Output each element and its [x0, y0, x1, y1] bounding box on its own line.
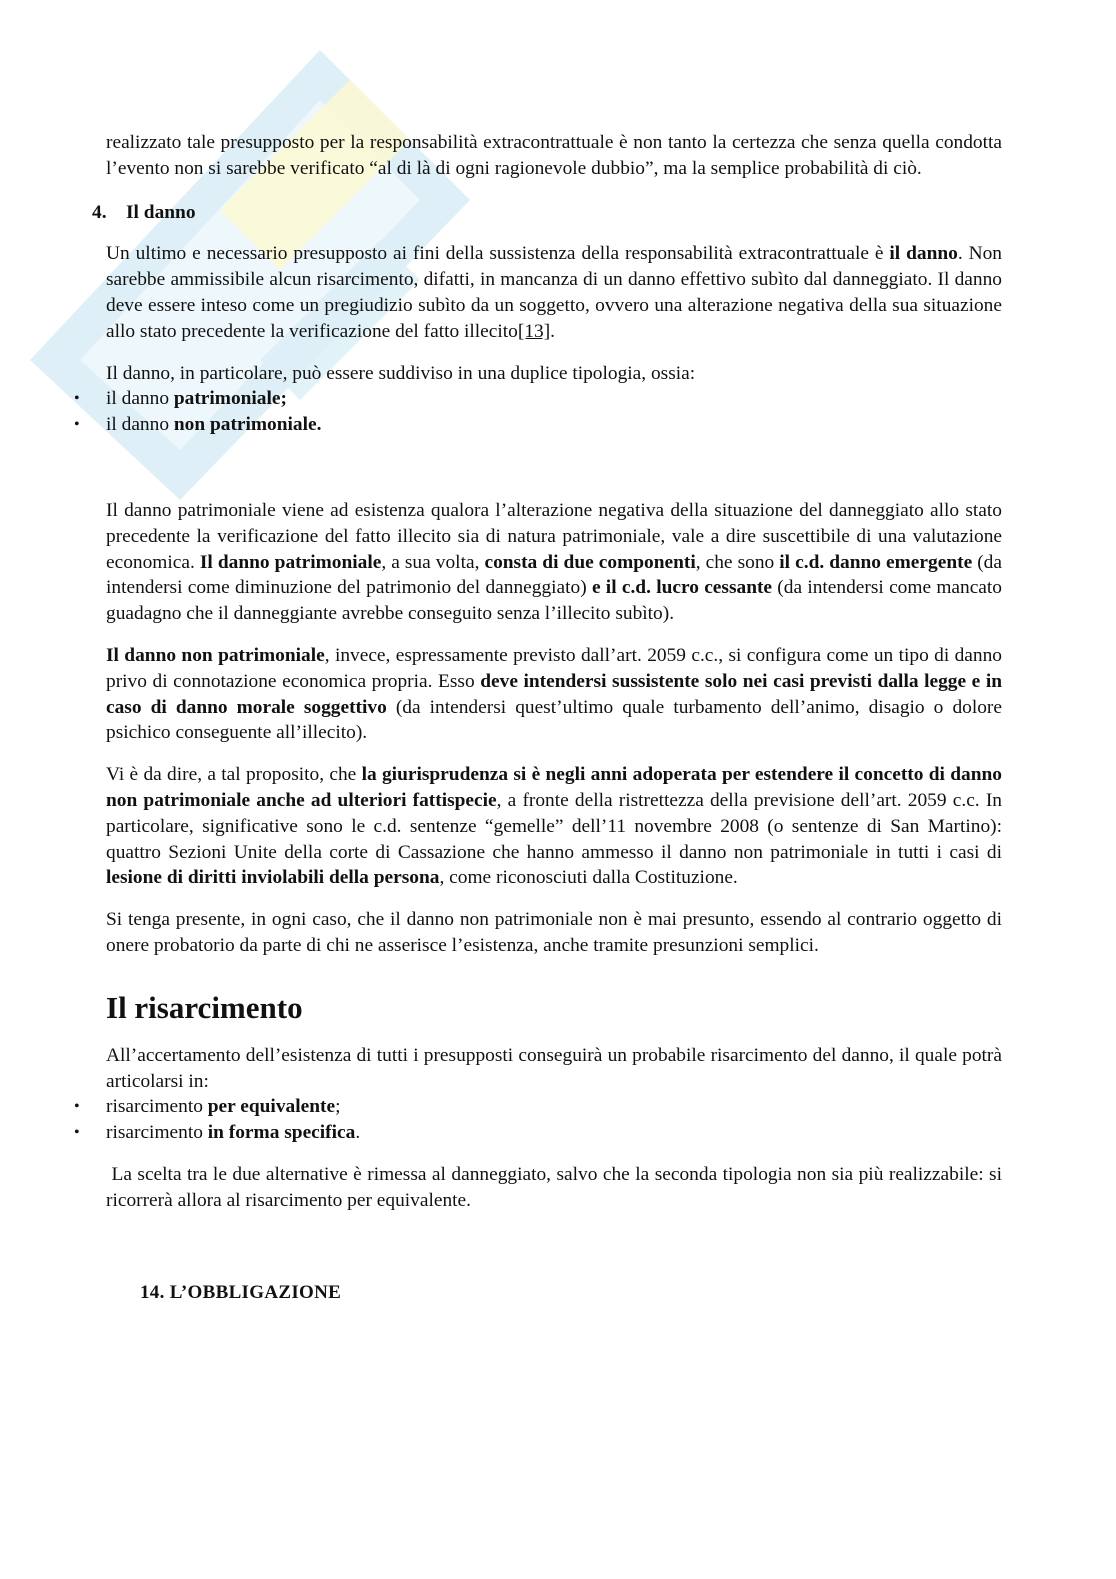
risarcimento-paragraph-1: All’accertamento dell’esistenza di tutti i presupposti conseguirà un probabile risarcimento del danno, il quale potrà articolarsi in: [106, 1044, 1002, 1092]
text-run: risarcimento [106, 1096, 208, 1118]
bold-run: consta di due componenti [484, 551, 696, 573]
bold-run: in forma specifica [207, 1122, 356, 1144]
text-run: , a fronte della ristrettezza della previsione dell’art. 2059 c.c. In particolare, significative sono le c.d. sentenze “gemelle” dell’11 novembre 2008 (o sentenze di San Martino): quattro Sezioni Unite della corte di Cassazione che hanno ammesso il danno non patrimoniale in tutti i casi di [106, 789, 1002, 863]
risarcimento-heading: Il risarcimento [106, 989, 303, 1025]
section-title: Il danno [126, 201, 196, 223]
section-number: 4. [92, 201, 107, 223]
bold-run: lesione di diritti inviolabili della persona [106, 867, 440, 889]
text-run: , che sono [695, 551, 780, 573]
danno-type-list [106, 386, 1002, 438]
text-run: . [550, 320, 556, 342]
list-item [106, 1094, 1002, 1120]
bold-run: per equivalente [207, 1096, 336, 1118]
danno-paragraph-1 [106, 241, 1002, 344]
text-run: , invece, espressamente previsto dall’art. 2059 c.c., si configura come un tipo di danno privo di connotazione economica propria. Esso [106, 644, 1002, 692]
list-item [106, 1120, 1002, 1146]
bold-run: non patrimoniale. [173, 414, 322, 436]
list-item [106, 386, 1002, 412]
bold-run: Il danno patrimoniale [199, 551, 382, 573]
text-run: Un ultimo e necessario presupposto ai fini della sussistenza della responsabilità extracontrattuale è [106, 243, 890, 265]
footnote-ref-link[interactable]: [13] [517, 320, 551, 342]
bold-run: e il c.d. lucro cessante [591, 577, 773, 599]
risarcimento-paragraph-2: La scelta tra le due alternative è rimessa al danneggiato, salvo che la seconda tipologia non sia più realizzabile: si ricorrerà allora al risarcimento per equivalente. [106, 1163, 1007, 1211]
text-run: , a sua volta, [381, 551, 485, 573]
giurisprudenza-paragraph [106, 762, 1002, 891]
bold-run: la giurisprudenza si è negli anni adoperata per estendere il concetto di danno non patrimoniale anche ad ulteriori fattispecie [106, 764, 1002, 811]
list-item [106, 412, 1002, 438]
text-run: risarcimento [106, 1122, 208, 1144]
text-run: (da intendersi come diminuzione del patrimonio del danneggiato) [106, 551, 1002, 599]
danno-paragraph-2: Il danno, in particolare, può essere suddiviso in una duplice tipologia, ossia: [106, 362, 696, 384]
bold-run: il c.d. danno emergente [779, 551, 973, 573]
onere-probatorio-paragraph: Si tenga presente, in ogni caso, che il danno non patrimoniale non è mai presunto, essendo al contrario oggetto di onere probatorio da parte di chi ne asserisce l’esistenza, anche tramite presunzioni semplici. [106, 909, 1002, 956]
text-run: . [355, 1122, 361, 1144]
document-page [92, 130, 1007, 1305]
section-heading-danno [92, 200, 1002, 226]
bold-run: patrimoniale; [173, 388, 287, 410]
text-run: . Non sarebbe ammissibile alcun risarcimento, difatti, in mancanza di un danno effettivo subìto dal danneggiato. Il danno deve essere inteso come un pregiudizio subìto da un soggetto, ovvero una alterazione negativa della sua situazione allo stato precedente la verificazione del fatto illecito [106, 243, 1002, 342]
text-run: Il danno patrimoniale viene ad esistenza qualora l’alterazione negativa della situazione del danneggiato allo stato precedente la verificazione del fatto illecito sia di natura patrimoniale, vale a dire suscettibile di una valutazione economica. [106, 499, 1002, 573]
text-run: il danno [106, 388, 174, 410]
bold-run: il danno [889, 243, 958, 265]
bold-run: deve intendersi sussistente solo nei casi previsti dalla legge e in caso di danno morale soggettivo [106, 670, 1002, 718]
text-run: (da intendersi come mancato guadagno che il danneggiante avrebbe conseguito senza l’illecito subìto). [106, 577, 1002, 625]
next-chapter-heading: 14. L’OBBLIGAZIONE [140, 1281, 342, 1303]
text-run: Vi è da dire, a tal proposito, che [106, 764, 362, 786]
intro-paragraph: realizzato tale presupposto per la responsabilità extracontrattuale è non tanto la certezza che senza quella condotta l’evento non si sarebbe verificato “al di là di ogni ragionevole dubbio”, ma la semplice probabilità di ciò. [106, 132, 1002, 179]
text-run: , come riconosciuti dalla Costituzione. [439, 867, 738, 889]
text-run: il danno [106, 414, 174, 436]
bold-run: Il danno non patrimoniale [106, 644, 325, 666]
text-run: ; [335, 1096, 341, 1118]
danno-patrimoniale-paragraph [106, 498, 1002, 627]
text-run: (da intendersi quest’ultimo quale turbamento dell’animo, disagio o dolore psichico conseguente all’illecito). [106, 696, 1002, 744]
risarcimento-type-list [106, 1094, 1002, 1146]
danno-non-patrimoniale-paragraph [106, 643, 1002, 746]
